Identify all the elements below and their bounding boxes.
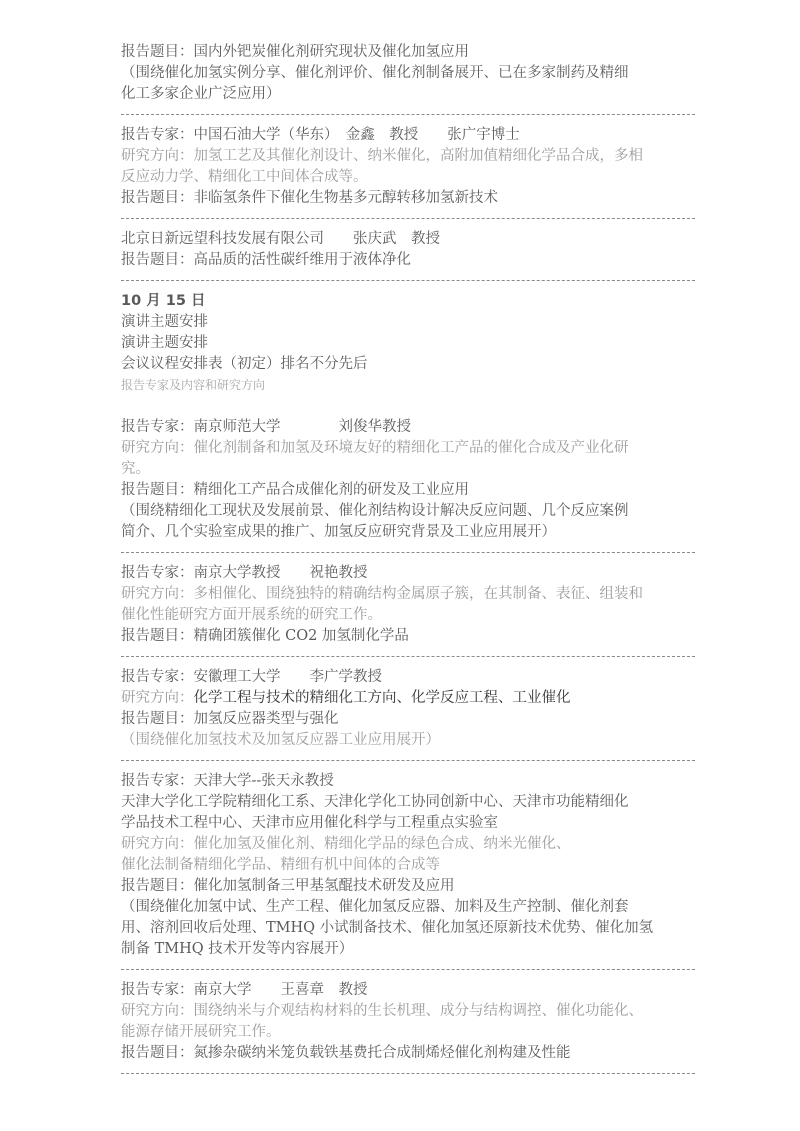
text-line: 能源存储开展研究工作。: [121, 1024, 281, 1040]
text-line: 研究方向：多相催化、围绕独特的精确结构金属原子簇，在其制备、表征、组装和: [121, 586, 643, 602]
dashed-separator: [121, 105, 695, 115]
dashed-separator: [121, 271, 695, 281]
text-line: 用、溶剂回收后处理、TMHQ 小试制备技术、催化加氢还原新技术优势、催化加氢: [121, 920, 654, 936]
dashed-separator: [121, 209, 695, 219]
text-line: 报告专家：南京大学 王喜章 教授: [121, 982, 368, 998]
text-line: 学品技术工程中心、天津市应用催化科学与工程重点实验室: [121, 815, 498, 831]
text-line: 会议议程安排表（初定）排名不分先后: [121, 356, 368, 372]
text-line: 究。: [121, 461, 150, 477]
text-line: 反应动力学、精细化工中间体合成等。: [121, 169, 368, 185]
dashed-separator: [121, 1064, 695, 1074]
blank-line: [121, 396, 695, 417]
text-line: 研究方向：催化剂制备和加氢及环境友好的精细化工产品的催化合成及产业化研: [121, 440, 629, 456]
text-line: 报告题目：催化加氢制备三甲基氢醌技术研发及应用: [121, 878, 455, 894]
text-line: 报告专家：安徽理工大学 李广学教授: [121, 669, 382, 685]
dashed-separator: [121, 960, 695, 970]
text-line: 催化法制备精细化学品、精细有机中间体的合成等: [121, 857, 440, 873]
text-line: 报告题目：非临氢条件下催化生物基多元醇转移加氢新技术: [121, 190, 498, 206]
text-line: （围绕催化加氢中试、生产工程、催化加氢反应器、加料及生产控制、催化剂套: [121, 899, 629, 915]
dashed-separator: [121, 543, 695, 553]
document-page: [121, 42, 695, 1084]
text-line: 报告题目：精确团簇催化 CO2 加氢制化学品: [121, 628, 409, 644]
dashed-separator: [121, 751, 695, 761]
text-line: 报告题目：加氢反应器类型与强化: [121, 711, 339, 727]
text-line: 化工多家企业广泛应用）: [121, 86, 281, 102]
text-line: （围绕催化加氢技术及加氢反应器工业应用展开）: [121, 732, 440, 748]
text-line: 报告专家：中国石油大学（华东） 金鑫 教授 张广宇博士: [121, 127, 520, 143]
text-line: [121, 688, 695, 709]
text-line: 10 月 15 日: [121, 293, 206, 309]
line-rest: 化学工程与技术的精细化工方向、化学反应工程、工业催化: [193, 690, 571, 706]
text-line: 演讲主题安排: [121, 314, 208, 330]
text-line: （围绕精细化工现状及发展前景、催化剂结构设计解决反应问题、几个反应案例: [121, 503, 629, 519]
line-lead: 研究方向：: [121, 690, 194, 706]
dashed-separator: [121, 647, 695, 657]
text-line: （围绕催化加氢实例分享、催化剂评价、催化剂制备展开、已在多家制药及精细: [121, 65, 629, 81]
text-line: 报告专家：南京大学教授 祝艳教授: [121, 565, 368, 581]
text-line: 报告专家：南京师范大学 刘俊华教授: [121, 419, 411, 435]
text-line: 报告题目：高品质的活性碳纤维用于液体净化: [121, 252, 411, 268]
text-line: 报告题目：国内外钯炭催化剂研究现状及催化加氢应用: [121, 44, 469, 60]
text-line: 研究方向：加氢工艺及其催化剂设计、纳米催化，高附加值精细化学品合成，多相: [121, 148, 643, 164]
text-line: 研究方向：催化加氢及催化剂、精细化学品的绿色合成、纳米光催化、: [121, 836, 571, 852]
text-line: 制备 TMHQ 技术开发等内容展开）: [121, 941, 354, 957]
text-line: 报告题目：氮掺杂碳纳米笼负载铁基费托合成制烯烃催化剂构建及性能: [121, 1045, 571, 1061]
text-line: 演讲主题安排: [121, 335, 208, 351]
text-line: 报告专家及内容和研究方向: [121, 378, 266, 392]
text-line: 报告专家：天津大学--张天永教授: [121, 773, 334, 789]
text-line: 研究方向：围绕纳米与介观结构材料的生长机理、成分与结构调控、催化功能化、: [121, 1003, 643, 1019]
text-line: 北京日新远望科技发展有限公司 张庆武 教授: [121, 231, 440, 247]
text-line: 报告题目：精细化工产品合成催化剂的研发及工业应用: [121, 482, 469, 498]
text-line: 天津大学化工学院精细化工系、天津化学化工协同创新中心、天津市功能精细化: [121, 794, 629, 810]
text-line: 简介、几个实验室成果的推广、加氢反应研究背景及工业应用展开）: [121, 524, 556, 540]
text-line: 催化性能研究方面开展系统的研究工作。: [121, 607, 382, 623]
